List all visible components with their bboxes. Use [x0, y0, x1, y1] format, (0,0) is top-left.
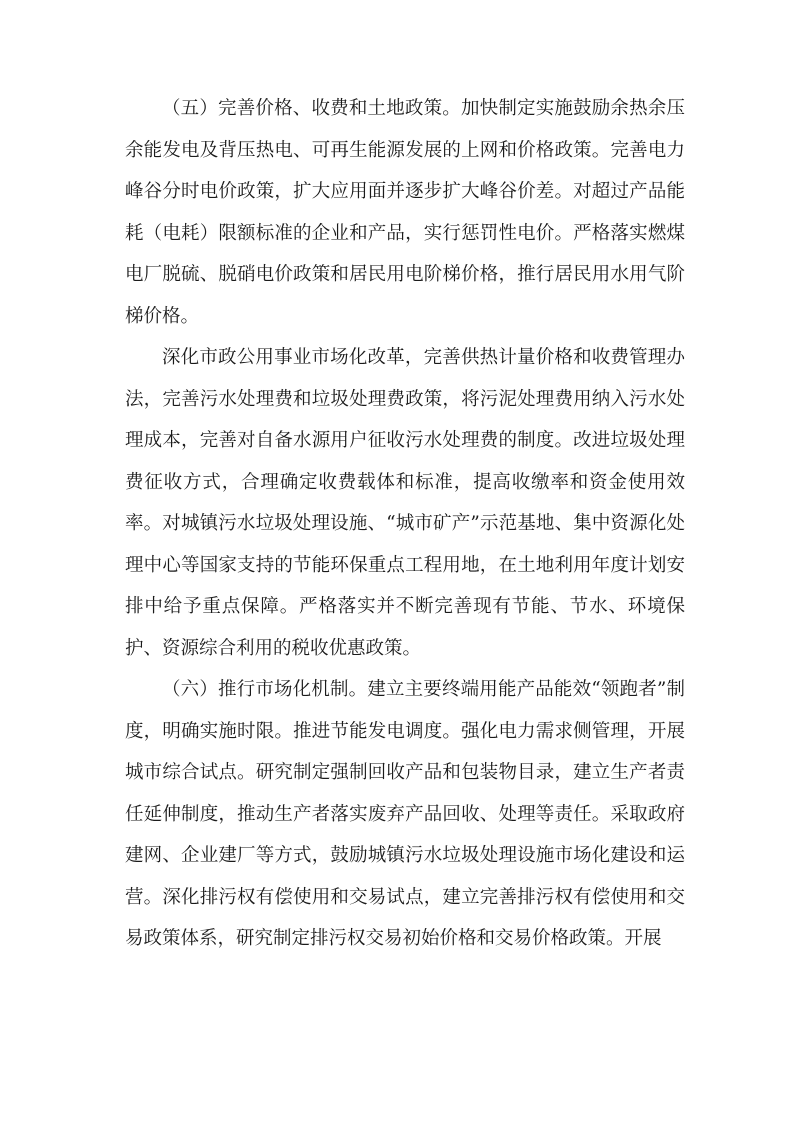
paragraph-market-mechanism: （六）推行市场化机制。建立主要终端用能产品能效“领跑者”制度，明确实施时限。推进节能发电调度。强化电力需求侧管理，开展城市综合试点。研究制定强制回收产品和包装物目录，建立生产者责任延伸制度，推动生产者落实废弃产品回收、处理等责任。采取政府建网、企业建厂等方式，鼓励城镇污水垃圾处理设施市场化建设和运营。深化排污权有偿使用和交易试点，建立完善排污权有偿使用和交易政策体系，研究制定排污权交易初始价格和交易价格政策。开展 [125, 679, 685, 949]
document-body [125, 88, 685, 960]
paragraph-municipal-utility-reform: 深化市政公用事业市场化改革，完善供热计量价格和收费管理办法，完善污水处理费和垃圾处理费政策，将污泥处理费用纳入污水处理成本，完善对自备水源用户征收污水处理费的制度。改进垃圾处理费征收方式，合理确定收费载体和标准，提高收缴率和资金使用效率。对城镇污水垃圾处理设施、“城市矿产”示范基地、集中资源化处理中心等国家支持的节能环保重点工程用地，在土地利用年度计划安排中给予重点保障。严格落实并不断完善现有节能、节水、环境保护、资源综合利用的税收优惠政策。 [125, 347, 685, 659]
paragraph-price-fee-land-policy: （五）完善价格、收费和土地政策。加快制定实施鼓励余热余压余能发电及背压热电、可再生能源发展的上网和价格政策。完善电力峰谷分时电价政策，扩大应用面并逐步扩大峰谷价差。对超过产品能耗（电耗）限额标准的企业和产品，实行惩罚性电价。严格落实燃煤电厂脱硫、脱硝电价政策和居民用电阶梯价格，推行居民用水用气阶梯价格。 [125, 98, 685, 327]
